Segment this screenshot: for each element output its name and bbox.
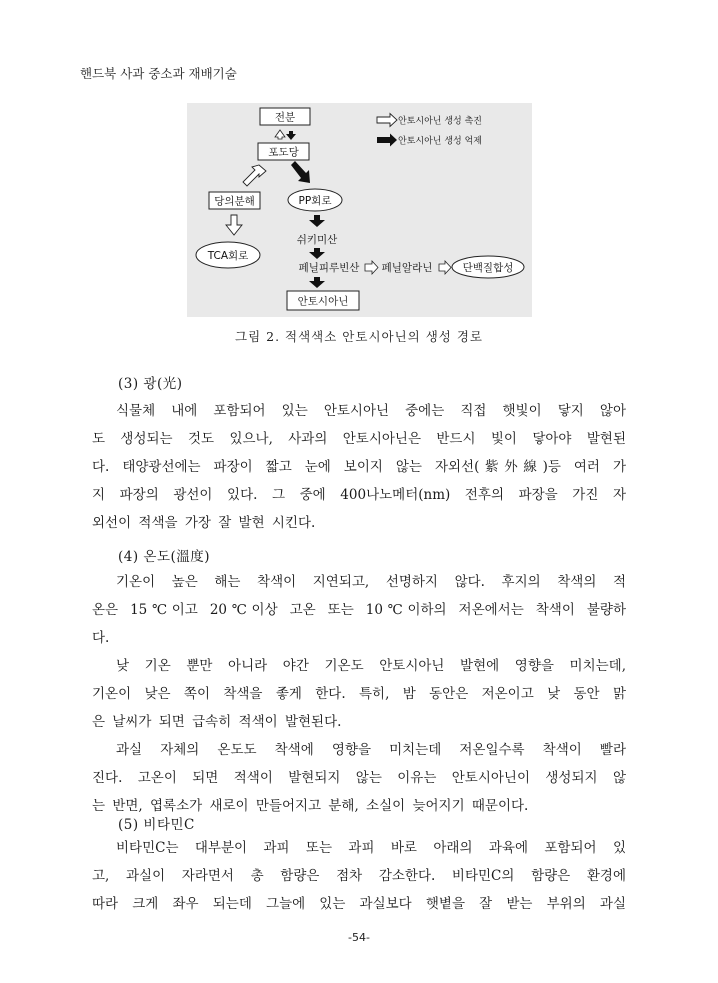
legend-inhibit: 안토시아닌 생성 억제 (398, 136, 482, 147)
section-body-vitamin (92, 834, 626, 918)
figure-caption: 그림 2. 적색색소 안토시아닌의 생성 경로 (235, 329, 483, 344)
paragraph-line: 는 반면, 엽록소가 새로이 만들어지고 분해, 소실이 늦어지기 때문이다. (92, 798, 529, 814)
hollow-right-arrow-icon (439, 261, 451, 274)
node-phenylalanine: 페닐알라닌 (381, 262, 433, 274)
hollow-right-arrow-icon (365, 261, 378, 274)
section-body-light (92, 397, 626, 537)
filled-down-arrow-icon (309, 215, 325, 227)
section-body-temperature (92, 568, 626, 820)
section-title-temperature: (4) 온도(溫度) (118, 549, 211, 565)
paragraph-line: 외선이 적색을 가장 잘 발현 시킨다. (92, 515, 316, 531)
node-glucose: 포도당 (268, 146, 299, 159)
paragraph-line: 도 생성되는 것도 있으나, 사과의 안토시아닌은 반드시 빛이 닿아야 발현된 (92, 431, 626, 447)
running-header: 핸드북 사과 중소과 재배기술 (80, 66, 237, 81)
node-pp-cycle: PP회로 (298, 195, 332, 207)
pathway-figure (187, 103, 532, 317)
node-anthocyanin: 안토시아닌 (297, 295, 349, 308)
paragraph-line: 기온이 높은 해는 착색이 지연되고, 선명하지 않다. 후지의 착색의 적 (116, 574, 626, 590)
hollow-up-arrow-icon (275, 130, 285, 139)
paragraph-line: 은 날씨가 되면 급속히 적색이 발현된다. (92, 714, 342, 730)
paragraph-line: 진다. 고온이 되면 적색이 발현되지 않는 이유는 안토시아닌이 생성되지 않 (92, 770, 626, 786)
page-number: -54- (348, 931, 370, 944)
paragraph-line: 식물체 내에 포함되어 있는 안토시아닌 중에는 직접 햇빛이 닿지 않아 (116, 403, 626, 419)
node-shikimic: 쉬키미산 (296, 234, 338, 246)
hollow-down-arrow-icon (226, 215, 242, 235)
node-phenylpyruvic: 페닐피루빈산 (298, 262, 360, 274)
legend-promote: 안토시아닌 생성 촉진 (398, 116, 482, 127)
filled-down-arrow-icon (309, 248, 325, 259)
filled-down-arrow-icon (286, 131, 296, 140)
paragraph-line: 따라 크게 좌우 되는데 그늘에 있는 과실보다 햇볕을 잘 받는 부위의 과실 (92, 896, 626, 912)
paragraph-line: 온은 15℃이고 20℃이상 고온 또는 10℃이하의 저온에서는 착색이 불량하 (92, 602, 626, 618)
paragraph-line: 고, 과실이 자라면서 총 함량은 점차 감소한다. 비타민C의 함량은 환경에 (92, 868, 626, 884)
paragraph-line: 과실 자체의 온도도 착색에 영향을 미치는데 저온일수록 착색이 빨라 (116, 742, 626, 758)
paragraph-line: 다. (92, 630, 110, 646)
paragraph-line: 비타민C는 대부분이 과피 또는 과피 바로 아래의 과육에 포함되어 있 (116, 840, 626, 856)
paragraph-line: 기온이 낮은 쪽이 착색을 좋게 한다. 특히, 밤 동안은 저온이고 낮 동안 맑 (92, 686, 626, 702)
legend-hollow-arrow-icon (377, 114, 397, 127)
paragraph-line: 지 파장의 광선이 있다. 그 중에 400나노메터(nm) 전후의 파장을 가진 자 (92, 487, 626, 503)
paragraph-line: 낮 기온 뿐만 아니라 야간 기온도 안토시아닌 발현에 영향을 미치는데, (116, 658, 626, 674)
section-title-vitamin: (5) 비타민C (118, 817, 195, 833)
hollow-diag-arrow-icon (243, 165, 266, 186)
legend-filled-arrow-icon (377, 134, 397, 147)
filled-down-arrow-icon (309, 277, 325, 288)
filled-diag-arrow-icon (291, 161, 310, 183)
node-starch: 전분 (274, 111, 296, 124)
section-title-light: (3) 광(光) (118, 376, 183, 392)
pathway-diagram (187, 103, 532, 317)
node-protein: 단백질합성 (462, 262, 514, 274)
node-glycolysis: 당의분해 (214, 195, 255, 208)
paragraph-line: 다. 태양광선에는 파장이 짧고 눈에 보이지 않는 자외선(紫外線)등 여러 가 (92, 459, 626, 475)
node-tca-cycle: TCA회로 (207, 250, 249, 262)
